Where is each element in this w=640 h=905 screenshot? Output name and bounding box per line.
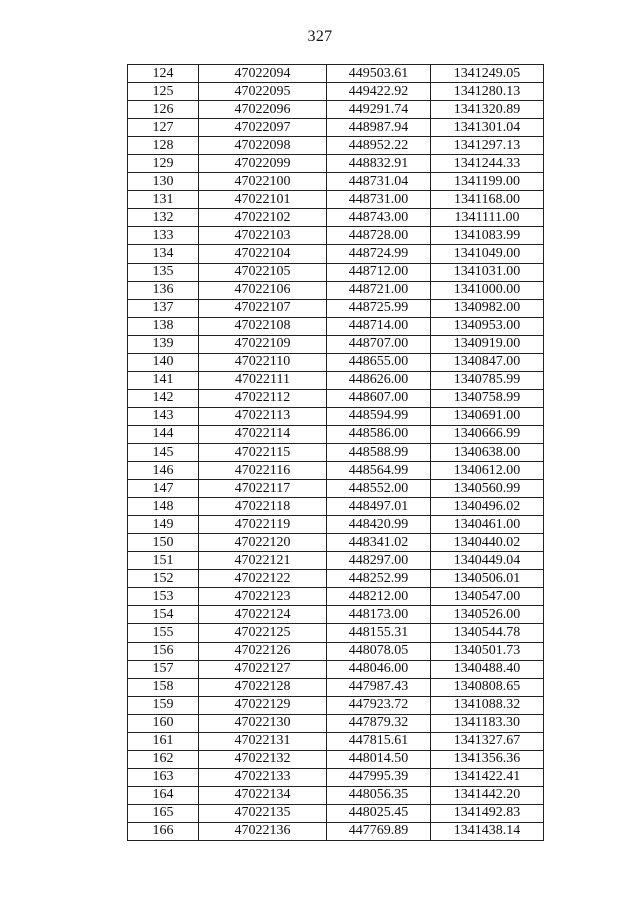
table-row: [128, 371, 544, 389]
point-number-cell: 145: [128, 443, 199, 461]
x-coordinate-cell: 448014.50: [327, 750, 431, 768]
y-coordinate-cell: 1341183.30: [431, 714, 544, 732]
point-number-cell: 160: [128, 714, 199, 732]
table-row: [128, 552, 544, 570]
point-number-cell: 138: [128, 317, 199, 335]
point-number-cell: 152: [128, 570, 199, 588]
x-coordinate-cell: 448607.00: [327, 389, 431, 407]
table-row: [128, 281, 544, 299]
point-id-cell: 47022098: [199, 137, 327, 155]
point-number-cell: 155: [128, 624, 199, 642]
point-number-cell: 128: [128, 137, 199, 155]
table-row: [128, 660, 544, 678]
x-coordinate-cell: 449422.92: [327, 83, 431, 101]
y-coordinate-cell: 1340547.00: [431, 588, 544, 606]
table-row: [128, 804, 544, 822]
x-coordinate-cell: 448212.00: [327, 588, 431, 606]
x-coordinate-cell: 449503.61: [327, 65, 431, 83]
point-id-cell: 47022130: [199, 714, 327, 732]
y-coordinate-cell: 1341438.14: [431, 822, 544, 840]
point-number-cell: 156: [128, 642, 199, 660]
point-number-cell: 163: [128, 768, 199, 786]
table-row: [128, 642, 544, 660]
y-coordinate-cell: 1341442.20: [431, 786, 544, 804]
y-coordinate-cell: 1341168.00: [431, 191, 544, 209]
point-id-cell: 47022112: [199, 389, 327, 407]
table-row: [128, 534, 544, 552]
x-coordinate-cell: 449291.74: [327, 101, 431, 119]
table-row: [128, 425, 544, 443]
x-coordinate-cell: 448341.02: [327, 534, 431, 552]
y-coordinate-cell: 1341249.05: [431, 65, 544, 83]
x-coordinate-cell: 448497.01: [327, 498, 431, 516]
table-row: [128, 83, 544, 101]
point-id-cell: 47022101: [199, 191, 327, 209]
table-row: [128, 353, 544, 371]
point-id-cell: 47022107: [199, 299, 327, 317]
point-number-cell: 165: [128, 804, 199, 822]
table-row: [128, 299, 544, 317]
y-coordinate-cell: 1341356.36: [431, 750, 544, 768]
point-id-cell: 47022121: [199, 552, 327, 570]
point-number-cell: 131: [128, 191, 199, 209]
point-number-cell: 162: [128, 750, 199, 768]
x-coordinate-cell: 448725.99: [327, 299, 431, 317]
point-id-cell: 47022123: [199, 588, 327, 606]
table-row: [128, 65, 544, 83]
point-number-cell: 143: [128, 407, 199, 425]
y-coordinate-cell: 1341199.00: [431, 173, 544, 191]
y-coordinate-cell: 1340461.00: [431, 516, 544, 534]
y-coordinate-cell: 1340544.78: [431, 624, 544, 642]
point-number-cell: 129: [128, 155, 199, 173]
point-number-cell: 147: [128, 480, 199, 498]
x-coordinate-cell: 447923.72: [327, 696, 431, 714]
x-coordinate-cell: 448297.00: [327, 552, 431, 570]
table-row: [128, 696, 544, 714]
table-row: [128, 137, 544, 155]
point-number-cell: 154: [128, 606, 199, 624]
y-coordinate-cell: 1341297.13: [431, 137, 544, 155]
x-coordinate-cell: 448420.99: [327, 516, 431, 534]
y-coordinate-cell: 1341301.04: [431, 119, 544, 137]
y-coordinate-cell: 1340526.00: [431, 606, 544, 624]
point-id-cell: 47022105: [199, 263, 327, 281]
point-id-cell: 47022114: [199, 425, 327, 443]
table-row: [128, 714, 544, 732]
table-row: [128, 768, 544, 786]
table-row: [128, 245, 544, 263]
x-coordinate-cell: 448046.00: [327, 660, 431, 678]
x-coordinate-cell: 448564.99: [327, 462, 431, 480]
point-id-cell: 47022096: [199, 101, 327, 119]
table-body: [128, 65, 544, 841]
x-coordinate-cell: 447987.43: [327, 678, 431, 696]
x-coordinate-cell: 448731.00: [327, 191, 431, 209]
y-coordinate-cell: 1340691.00: [431, 407, 544, 425]
point-id-cell: 47022136: [199, 822, 327, 840]
y-coordinate-cell: 1341280.13: [431, 83, 544, 101]
y-coordinate-cell: 1341422.41: [431, 768, 544, 786]
point-number-cell: 151: [128, 552, 199, 570]
y-coordinate-cell: 1340919.00: [431, 335, 544, 353]
point-id-cell: 47022095: [199, 83, 327, 101]
y-coordinate-cell: 1340449.04: [431, 552, 544, 570]
y-coordinate-cell: 1340612.00: [431, 462, 544, 480]
x-coordinate-cell: 448728.00: [327, 227, 431, 245]
point-id-cell: 47022104: [199, 245, 327, 263]
point-id-cell: 47022127: [199, 660, 327, 678]
table-row: [128, 786, 544, 804]
y-coordinate-cell: 1341031.00: [431, 263, 544, 281]
point-id-cell: 47022106: [199, 281, 327, 299]
point-number-cell: 140: [128, 353, 199, 371]
point-id-cell: 47022102: [199, 209, 327, 227]
point-id-cell: 47022124: [199, 606, 327, 624]
table-row: [128, 407, 544, 425]
point-id-cell: 47022119: [199, 516, 327, 534]
point-id-cell: 47022094: [199, 65, 327, 83]
point-id-cell: 47022100: [199, 173, 327, 191]
y-coordinate-cell: 1340847.00: [431, 353, 544, 371]
y-coordinate-cell: 1341083.99: [431, 227, 544, 245]
table-row: [128, 173, 544, 191]
x-coordinate-cell: 448588.99: [327, 443, 431, 461]
point-id-cell: 47022120: [199, 534, 327, 552]
table-row: [128, 209, 544, 227]
point-number-cell: 127: [128, 119, 199, 137]
x-coordinate-cell: 448586.00: [327, 425, 431, 443]
table-row: [128, 606, 544, 624]
x-coordinate-cell: 448952.22: [327, 137, 431, 155]
point-id-cell: 47022135: [199, 804, 327, 822]
point-number-cell: 158: [128, 678, 199, 696]
point-number-cell: 139: [128, 335, 199, 353]
x-coordinate-cell: 448594.99: [327, 407, 431, 425]
table-row: [128, 480, 544, 498]
x-coordinate-cell: 448707.00: [327, 335, 431, 353]
point-number-cell: 150: [128, 534, 199, 552]
y-coordinate-cell: 1341244.33: [431, 155, 544, 173]
y-coordinate-cell: 1340953.00: [431, 317, 544, 335]
x-coordinate-cell: 447879.32: [327, 714, 431, 732]
point-number-cell: 157: [128, 660, 199, 678]
x-coordinate-cell: 448155.31: [327, 624, 431, 642]
point-number-cell: 135: [128, 263, 199, 281]
point-number-cell: 144: [128, 425, 199, 443]
table-row: [128, 588, 544, 606]
y-coordinate-cell: 1341320.89: [431, 101, 544, 119]
x-coordinate-cell: 447815.61: [327, 732, 431, 750]
table-row: [128, 498, 544, 516]
y-coordinate-cell: 1340666.99: [431, 425, 544, 443]
y-coordinate-cell: 1340785.99: [431, 371, 544, 389]
table-row: [128, 516, 544, 534]
y-coordinate-cell: 1341111.00: [431, 209, 544, 227]
y-coordinate-cell: 1340982.00: [431, 299, 544, 317]
point-number-cell: 136: [128, 281, 199, 299]
table-row: [128, 317, 544, 335]
table-row: [128, 335, 544, 353]
point-number-cell: 148: [128, 498, 199, 516]
point-id-cell: 47022117: [199, 480, 327, 498]
point-number-cell: 133: [128, 227, 199, 245]
table-row: [128, 822, 544, 840]
table-row: [128, 227, 544, 245]
point-id-cell: 47022111: [199, 371, 327, 389]
table-row: [128, 624, 544, 642]
table-row: [128, 750, 544, 768]
table-row: [128, 462, 544, 480]
y-coordinate-cell: 1341492.83: [431, 804, 544, 822]
y-coordinate-cell: 1340496.02: [431, 498, 544, 516]
y-coordinate-cell: 1341088.32: [431, 696, 544, 714]
y-coordinate-cell: 1340506.01: [431, 570, 544, 588]
point-id-cell: 47022103: [199, 227, 327, 245]
point-id-cell: 47022115: [199, 443, 327, 461]
x-coordinate-cell: 448712.00: [327, 263, 431, 281]
x-coordinate-cell: 448056.35: [327, 786, 431, 804]
point-id-cell: 47022109: [199, 335, 327, 353]
point-number-cell: 164: [128, 786, 199, 804]
x-coordinate-cell: 448078.05: [327, 642, 431, 660]
point-id-cell: 47022131: [199, 732, 327, 750]
point-number-cell: 149: [128, 516, 199, 534]
point-number-cell: 153: [128, 588, 199, 606]
point-id-cell: 47022132: [199, 750, 327, 768]
x-coordinate-cell: 448173.00: [327, 606, 431, 624]
point-id-cell: 47022118: [199, 498, 327, 516]
point-number-cell: 146: [128, 462, 199, 480]
x-coordinate-cell: 447769.89: [327, 822, 431, 840]
table-row: [128, 732, 544, 750]
x-coordinate-cell: 448743.00: [327, 209, 431, 227]
x-coordinate-cell: 447995.39: [327, 768, 431, 786]
x-coordinate-cell: 448731.04: [327, 173, 431, 191]
point-number-cell: 141: [128, 371, 199, 389]
point-id-cell: 47022129: [199, 696, 327, 714]
point-number-cell: 125: [128, 83, 199, 101]
point-id-cell: 47022125: [199, 624, 327, 642]
table-row: [128, 263, 544, 281]
point-id-cell: 47022126: [199, 642, 327, 660]
point-number-cell: 124: [128, 65, 199, 83]
y-coordinate-cell: 1340501.73: [431, 642, 544, 660]
table-row: [128, 443, 544, 461]
point-number-cell: 142: [128, 389, 199, 407]
point-number-cell: 126: [128, 101, 199, 119]
point-number-cell: 134: [128, 245, 199, 263]
table-row: [128, 155, 544, 173]
x-coordinate-cell: 448832.91: [327, 155, 431, 173]
x-coordinate-cell: 448252.99: [327, 570, 431, 588]
x-coordinate-cell: 448721.00: [327, 281, 431, 299]
point-number-cell: 159: [128, 696, 199, 714]
point-id-cell: 47022122: [199, 570, 327, 588]
x-coordinate-cell: 448987.94: [327, 119, 431, 137]
point-number-cell: 132: [128, 209, 199, 227]
table-row: [128, 191, 544, 209]
point-id-cell: 47022097: [199, 119, 327, 137]
point-id-cell: 47022110: [199, 353, 327, 371]
table-row: [128, 678, 544, 696]
y-coordinate-cell: 1340440.02: [431, 534, 544, 552]
x-coordinate-cell: 448724.99: [327, 245, 431, 263]
point-id-cell: 47022116: [199, 462, 327, 480]
point-id-cell: 47022128: [199, 678, 327, 696]
x-coordinate-cell: 448714.00: [327, 317, 431, 335]
point-number-cell: 137: [128, 299, 199, 317]
point-id-cell: 47022108: [199, 317, 327, 335]
coordinates-table: [127, 64, 544, 841]
table-row: [128, 389, 544, 407]
table-row: [128, 570, 544, 588]
y-coordinate-cell: 1341049.00: [431, 245, 544, 263]
point-id-cell: 47022133: [199, 768, 327, 786]
y-coordinate-cell: 1340560.99: [431, 480, 544, 498]
y-coordinate-cell: 1341327.67: [431, 732, 544, 750]
point-id-cell: 47022099: [199, 155, 327, 173]
point-number-cell: 166: [128, 822, 199, 840]
table-row: [128, 119, 544, 137]
y-coordinate-cell: 1340808.65: [431, 678, 544, 696]
point-number-cell: 130: [128, 173, 199, 191]
table-row: [128, 101, 544, 119]
y-coordinate-cell: 1341000.00: [431, 281, 544, 299]
x-coordinate-cell: 448025.45: [327, 804, 431, 822]
page-number: 327: [307, 28, 333, 45]
x-coordinate-cell: 448626.00: [327, 371, 431, 389]
y-coordinate-cell: 1340638.00: [431, 443, 544, 461]
x-coordinate-cell: 448655.00: [327, 353, 431, 371]
point-id-cell: 47022113: [199, 407, 327, 425]
y-coordinate-cell: 1340758.99: [431, 389, 544, 407]
point-id-cell: 47022134: [199, 786, 327, 804]
point-number-cell: 161: [128, 732, 199, 750]
y-coordinate-cell: 1340488.40: [431, 660, 544, 678]
x-coordinate-cell: 448552.00: [327, 480, 431, 498]
